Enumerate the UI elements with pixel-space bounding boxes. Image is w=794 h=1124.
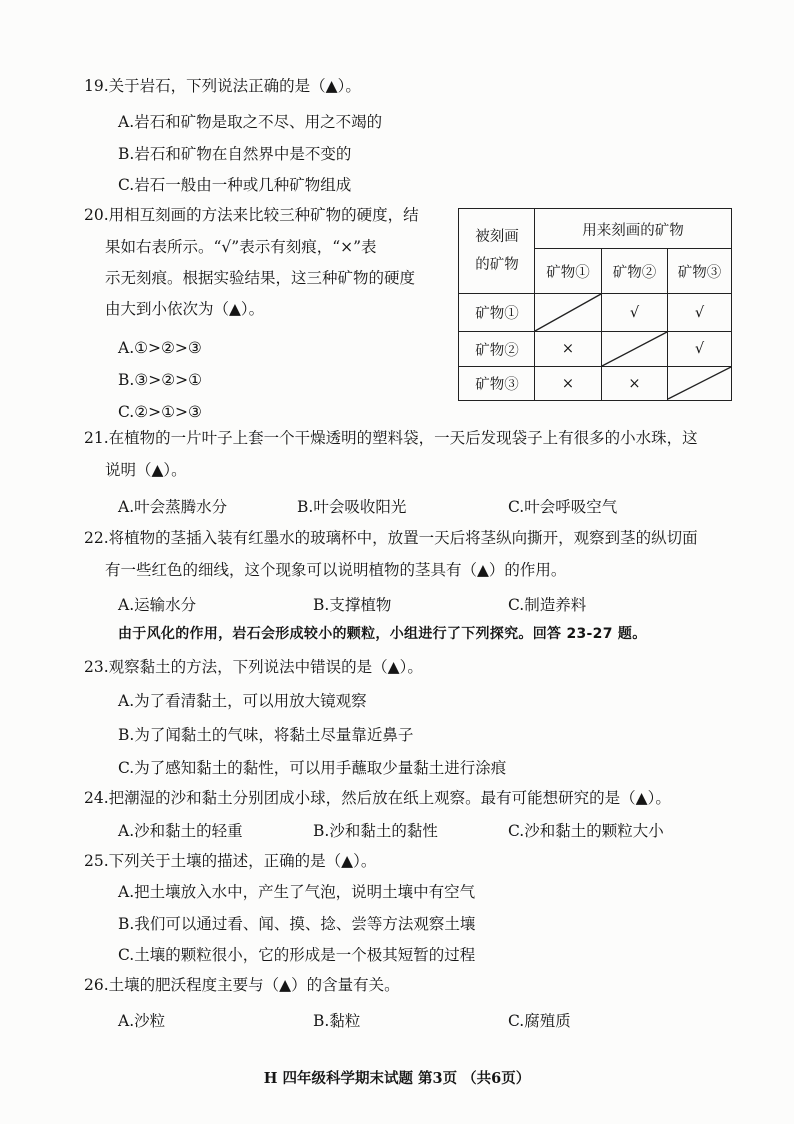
- cell-1-3: √: [694, 304, 705, 321]
- q19-stem: 19.关于岩石，下列说法正确的是（▲）。: [84, 77, 361, 95]
- q24-option-a[interactable]: A.沙和黏土的轻重: [118, 822, 243, 840]
- q22-stem-line1: 22.将植物的茎插入装有红墨水的玻璃杯中，放置一天后将茎纵向撕开，观察到茎的纵切面: [84, 529, 698, 547]
- cell-2-3: √: [694, 341, 705, 357]
- q21-stem-line2: 说明（▲）。: [105, 461, 187, 479]
- q22-stem-line2: 有一些红色的细线，这个现象可以说明植物的茎具有（▲）的作用。: [105, 561, 567, 579]
- q21-option-c[interactable]: C.叶会呼吸空气: [508, 498, 618, 516]
- col-header-2: 矿物②: [612, 264, 657, 281]
- hardness-result-table: [458, 208, 732, 401]
- row-header-2: 矿物②: [475, 342, 519, 359]
- q20-stem-line3: 示无刻痕。根据实验结果，这三种矿物的硬度: [105, 269, 416, 287]
- page-footer: H 四年级科学期末试题 第3页 （共6页）: [263, 1070, 531, 1087]
- col-header-1: 矿物①: [546, 264, 590, 281]
- q25-option-c[interactable]: C.土壤的颗粒很小，它的形成是一个极其短暂的过程: [118, 946, 476, 964]
- cell-1-2: √: [629, 304, 640, 321]
- q23-option-a[interactable]: A.为了看清黏土，可以用放大镜观察: [118, 692, 367, 710]
- q20-stem-line1: 20.用相互刻画的方法来比较三种矿物的硬度，结: [84, 206, 419, 224]
- corner-label-line1: 被刻画: [475, 228, 519, 245]
- q20-option-b[interactable]: B.③>②>①: [118, 371, 202, 389]
- q26-option-b[interactable]: B.黏粒: [313, 1012, 361, 1030]
- q19-option-a[interactable]: A.岩石和矿物是取之不尽、用之不竭的: [118, 113, 383, 131]
- q22-option-a[interactable]: A.运输水分: [118, 596, 197, 614]
- section-note: 由于风化的作用，岩石会形成较小的颗粒，小组进行了下列探究。回答 23-27 题。: [118, 626, 647, 642]
- cell-3-1: ×: [561, 375, 575, 392]
- q19-option-c[interactable]: C.岩石一般由一种或几种矿物组成: [118, 176, 352, 194]
- q21-option-a[interactable]: A.叶会蒸腾水分: [118, 498, 228, 516]
- q25-option-b[interactable]: B.我们可以通过看、闻、摸、捻、尝等方法观察土壤: [118, 915, 476, 933]
- q20-stem-line4: 由大到小依次为（▲）。: [105, 300, 265, 318]
- q20-stem-line2: 果如右表所示。“√”表示有刻痕，“×”表: [105, 238, 377, 256]
- q24-option-c[interactable]: C.沙和黏土的颗粒大小: [508, 822, 664, 840]
- row-header-1: 矿物①: [475, 306, 519, 322]
- cell-3-2: ×: [628, 375, 641, 392]
- col-header-3: 矿物③: [677, 264, 722, 281]
- diagonal-3-3: [668, 367, 731, 399]
- q26-option-a[interactable]: A.沙粒: [118, 1012, 166, 1030]
- q26-option-c[interactable]: C.腐殖质: [508, 1012, 571, 1030]
- q19-option-b[interactable]: B.岩石和矿物在自然界中是不变的: [118, 145, 352, 163]
- q20-option-c[interactable]: C.②>①>③: [118, 403, 202, 421]
- q21-stem-line1: 21.在植物的一片叶子上套一个干燥透明的塑料袋，一天后发现袋子上有很多的小水珠，这: [84, 429, 698, 447]
- cell-2-1: ×: [561, 341, 575, 357]
- q21-option-b[interactable]: B.叶会吸收阳光: [297, 498, 407, 516]
- q26-stem: 26.土壤的肥沃程度主要与（▲）的含量有关。: [84, 976, 400, 994]
- row-header-3: 矿物③: [475, 377, 519, 393]
- q23-option-c[interactable]: C.为了感知黏土的黏性，可以用手蘸取少量黏土进行涂痕: [118, 759, 507, 777]
- group-header: 用来刻画的矿物: [582, 222, 684, 239]
- q20-option-a[interactable]: A.①>②>③: [118, 339, 202, 357]
- diagonal-2-2: [602, 332, 667, 366]
- q22-option-c[interactable]: C.制造养料: [508, 596, 587, 614]
- q23-option-b[interactable]: B.为了闻黏土的气味，将黏土尽量靠近鼻子: [118, 726, 414, 744]
- q24-stem: 24.把潮湿的沙和黏土分别团成小球，然后放在纸上观察。最有可能想研究的是（▲）。: [84, 789, 671, 807]
- q23-stem: 23.观察黏土的方法，下列说法中错误的是（▲）。: [84, 658, 423, 676]
- corner-label-line2: 的矿物: [475, 256, 519, 273]
- q25-option-a[interactable]: A.把土壤放入水中，产生了气泡，说明土壤中有空气: [118, 883, 476, 901]
- q24-option-b[interactable]: B.沙和黏土的黏性: [313, 822, 438, 840]
- q22-option-b[interactable]: B.支撑植物: [313, 596, 392, 614]
- q25-stem: 25.下列关于土壤的描述，正确的是（▲）。: [84, 852, 377, 870]
- diagonal-1-1: [535, 294, 601, 331]
